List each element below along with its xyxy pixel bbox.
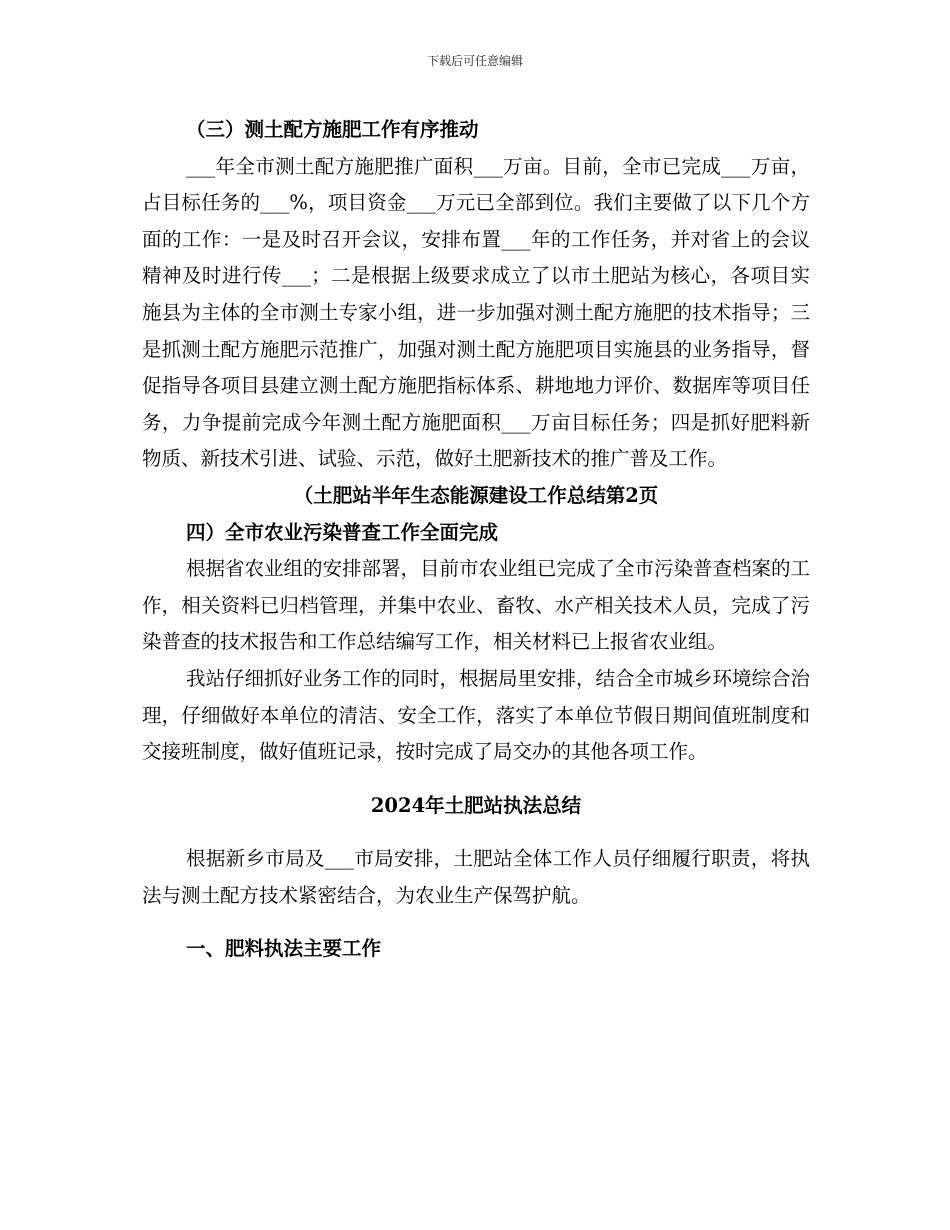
section-paragraph-3: ___年全市测土配方施肥推广面积___万亩。目前，全市已完成___万亩，占目标任务的___%，项目资金___万元已全部到位。我们主要做了以下几个方面的工作：一是及时召开会议，安排布置___年的工作任务，并对省上的会议精神及时进行传___；二是根据上级要求成立了以市土肥站为核心，各项目实施县为主体的全市测土专家小组，进一步加强对测土配方施肥的技术指导；三是抓测土配方施肥示范推广，加强对测土配方施肥项目实施县的业务指导，督促指导各项目县建立测土配方施肥指标体系、耕地地力评价、数据库等项目任务，力争提前完成今年测土配方施肥面积___万亩目标任务；四是抓好肥料新物质、新技术引进、试验、示范，做好土肥新技术的推广普及工作。 bbox=[142, 154, 810, 471]
document-body bbox=[142, 112, 810, 968]
section-heading-3: （三）测土配方施肥工作有序推动 bbox=[186, 118, 479, 141]
section-heading-1: 一、肥料执法主要工作 bbox=[186, 937, 382, 961]
intro-paragraph: 根据新乡市局及___市局安排，土肥站全体工作人员仔细履行职责，将执法与测土配方技术紧密结合，为农业生产保驾护航。 bbox=[142, 847, 810, 907]
section-paragraph-4a: 根据省农业组的安排部署，目前市农业组已完成了全市污染普查档案的工作，相关资料已归档管理，并集中农业、畜牧、水产相关技术人员，完成了污染普查的技术报告和工作总结编写工作，相关材料已上报省农业组。 bbox=[142, 557, 811, 654]
spacer bbox=[142, 824, 810, 841]
spacer bbox=[142, 771, 810, 788]
spacer bbox=[142, 914, 810, 931]
document-title: 2024年土肥站执法总结 bbox=[370, 793, 582, 817]
section-paragraph-4b: 我站仔细抓好业务工作的同时，根据局里安排，结合全市城乡环境综合治理，仔细做好本单位的清洁、安全工作，落实了本单位节假日期间值班制度和交接班制度，做好值班记录，按时完成了局交办的其他各项工作。 bbox=[142, 666, 811, 764]
page-marker: （土肥站半年生态能源建设工作总结第2页 bbox=[293, 483, 659, 507]
page-header: 下载后可任意编辑 bbox=[426, 54, 523, 68]
section-heading-4: 四）全市农业污染普查工作全面完成 bbox=[186, 520, 499, 544]
